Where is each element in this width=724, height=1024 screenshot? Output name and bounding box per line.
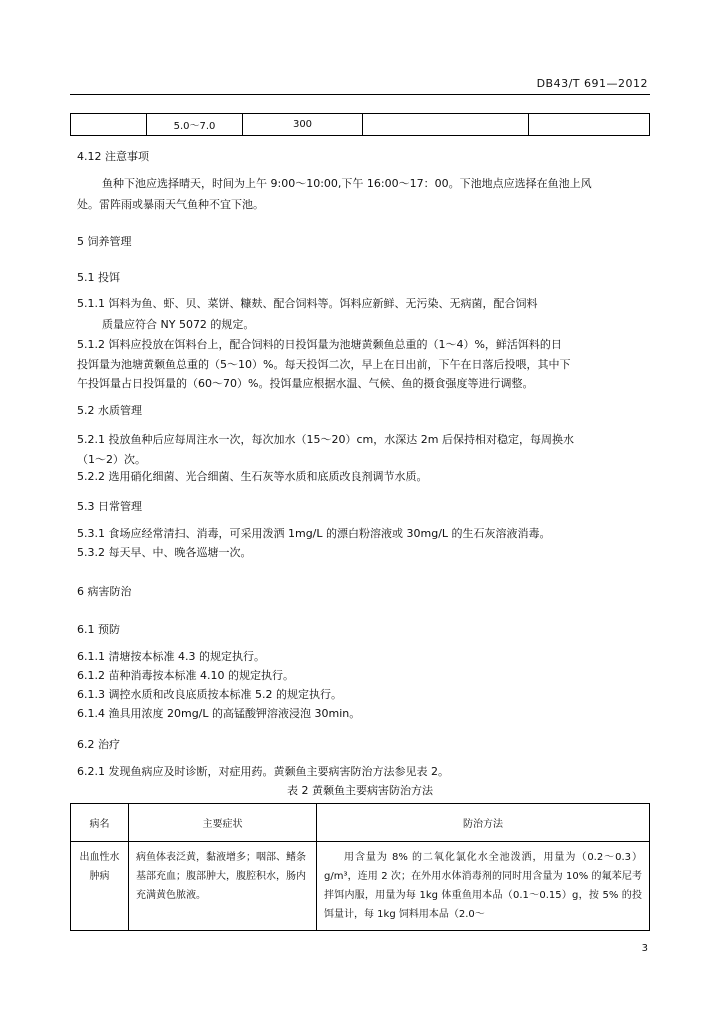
column-header: 防治方法 xyxy=(317,804,650,842)
section-heading-5: 5 饲养管理 xyxy=(77,235,132,248)
section-heading-6-1: 6.1 预防 xyxy=(77,623,120,636)
header-rule xyxy=(70,94,650,95)
table-cell xyxy=(71,114,147,136)
page-number: 3 xyxy=(641,943,648,954)
disease-treatment-table xyxy=(70,803,650,931)
clause-5-1-2-cont: 投饵量为池塘黄颡鱼总重的（5～10）%。每天投饵二次，早上在日出前，下午在日落后投喂，其中下 xyxy=(77,358,571,371)
table-cell: 300 xyxy=(243,114,363,136)
clause-5-3-2: 5.3.2 每天早、中、晚各巡塘一次。 xyxy=(77,546,252,559)
table-header-row xyxy=(71,804,650,842)
section-heading-5-2: 5.2 水质管理 xyxy=(77,404,142,417)
clause-5-3-1: 5.3.1 食场应经常清扫、消毒，可采用泼洒 1mg/L 的漂白粉溶液或 30mg/L 的生石灰溶液消毒。 xyxy=(77,527,551,540)
clause-5-2-1: 5.2.1 投放鱼种后应每周注水一次，每次加水（15～20）cm，水深达 2m 后保持相对稳定，每周换水 xyxy=(77,433,574,446)
section-heading-6-2: 6.2 治疗 xyxy=(77,738,120,751)
section-heading-6: 6 病害防治 xyxy=(77,585,132,598)
paragraph-line: 处。雷阵雨或暴雨天气鱼种不宜下池。 xyxy=(77,198,264,211)
table-row xyxy=(71,842,650,931)
clause-5-2-1-cont: （1～2）次。 xyxy=(77,453,146,466)
section-heading-5-1: 5.1 投饵 xyxy=(77,271,120,284)
clause-5-1-2: 5.1.2 饵料应投放在饵料台上，配合饲料的日投饵量为池塘黄颡鱼总重的（1～4）%，鲜活饵料的日 xyxy=(77,338,562,351)
clause-5-1-1-cont: 质量应符合 NY 5072 的规定。 xyxy=(102,318,255,331)
clause-6-1-2: 6.1.2 苗种消毒按本标准 4.10 的规定执行。 xyxy=(77,669,294,682)
table-cell xyxy=(529,114,650,136)
clause-5-1-1: 5.1.1 饵料为鱼、虾、贝、菜饼、糠麸、配合饲料等。饵料应新鲜、无污染、无病菌，配合饲料 xyxy=(77,297,538,310)
section-heading-4-12: 4.12 注意事项 xyxy=(77,150,149,163)
paragraph-line: 鱼种下池应选择晴天，时间为上午 9:00～10:00,下午 16:00～17：00。下池地点应选择在鱼池上风 xyxy=(102,177,592,190)
clause-5-1-2-cont: 午投饵量占日投饵量的（60～70）%。投饵量应根据水温、气候、鱼的摄食强度等进行调整。 xyxy=(77,377,534,390)
column-header: 病名 xyxy=(71,804,129,842)
table-cell: 5.0～7.0 xyxy=(147,114,243,136)
table-caption: 表 2 黄颡鱼主要病害防治方法 xyxy=(287,784,433,797)
clause-6-1-3: 6.1.3 调控水质和改良底质按本标准 5.2 的规定执行。 xyxy=(77,688,342,701)
table-row xyxy=(71,114,650,136)
clause-6-1-4: 6.1.4 渔具用浓度 20mg/L 的高锰酸钾溶液浸泡 30min。 xyxy=(77,707,361,720)
section-heading-5-3: 5.3 日常管理 xyxy=(77,500,142,513)
clause-6-1-1: 6.1.1 清塘按本标准 4.3 的规定执行。 xyxy=(77,650,265,663)
document-code: DB43/T 691—2012 xyxy=(536,77,648,90)
clause-6-2-1: 6.2.1 发现鱼病应及时诊断，对症用药。黄颡鱼主要病害防治方法参见表 2。 xyxy=(77,765,449,778)
clause-5-2-2: 5.2.2 选用硝化细菌、光合细菌、生石灰等水质和底质改良剂调节水质。 xyxy=(77,470,428,483)
treatment-cell: 用含量为 8% 的二氧化氯化水全池泼洒，用量为（0.2～0.3）g/m³，连用 2 次；在外用水体消毒剂的同时用含量为 10% 的氟苯尼考拌饵内服，用量为每 1kg 体重鱼用本品（0.1～0.15）g，按 5% 的投饵量计，每 1kg 饲料用本品（2.0～ xyxy=(317,842,650,931)
table-cell xyxy=(363,114,529,136)
disease-name-cell: 出血性水肿病 xyxy=(71,842,129,931)
column-header: 主要症状 xyxy=(129,804,317,842)
continued-table xyxy=(70,113,650,136)
symptom-cell: 病鱼体表泛黄，黏液增多；咽部、鳍条基部充血；腹部肿大，腹腔积水，肠内充满黄色脓液。 xyxy=(129,842,317,931)
